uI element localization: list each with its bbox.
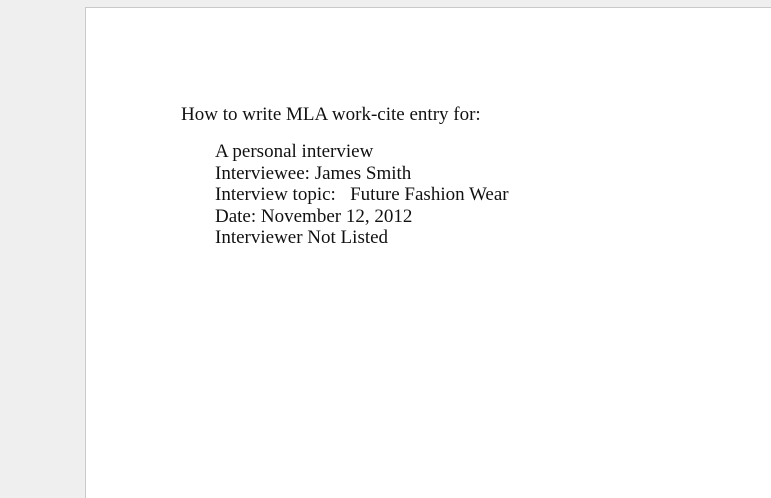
document-page bbox=[85, 7, 771, 498]
document-heading: How to write MLA work-cite entry for: bbox=[181, 104, 481, 125]
detail-line-interviewee: Interviewee: James Smith bbox=[215, 162, 412, 184]
detail-line-topic: Interview topic: Future Fashion Wear bbox=[215, 184, 509, 205]
detail-line-interviewer: Interviewer Not Listed bbox=[215, 227, 389, 248]
detail-line-date: Date: November 12, 2012 bbox=[215, 205, 413, 227]
interview-details bbox=[215, 141, 509, 249]
detail-line-type: A personal interview bbox=[215, 141, 374, 162]
